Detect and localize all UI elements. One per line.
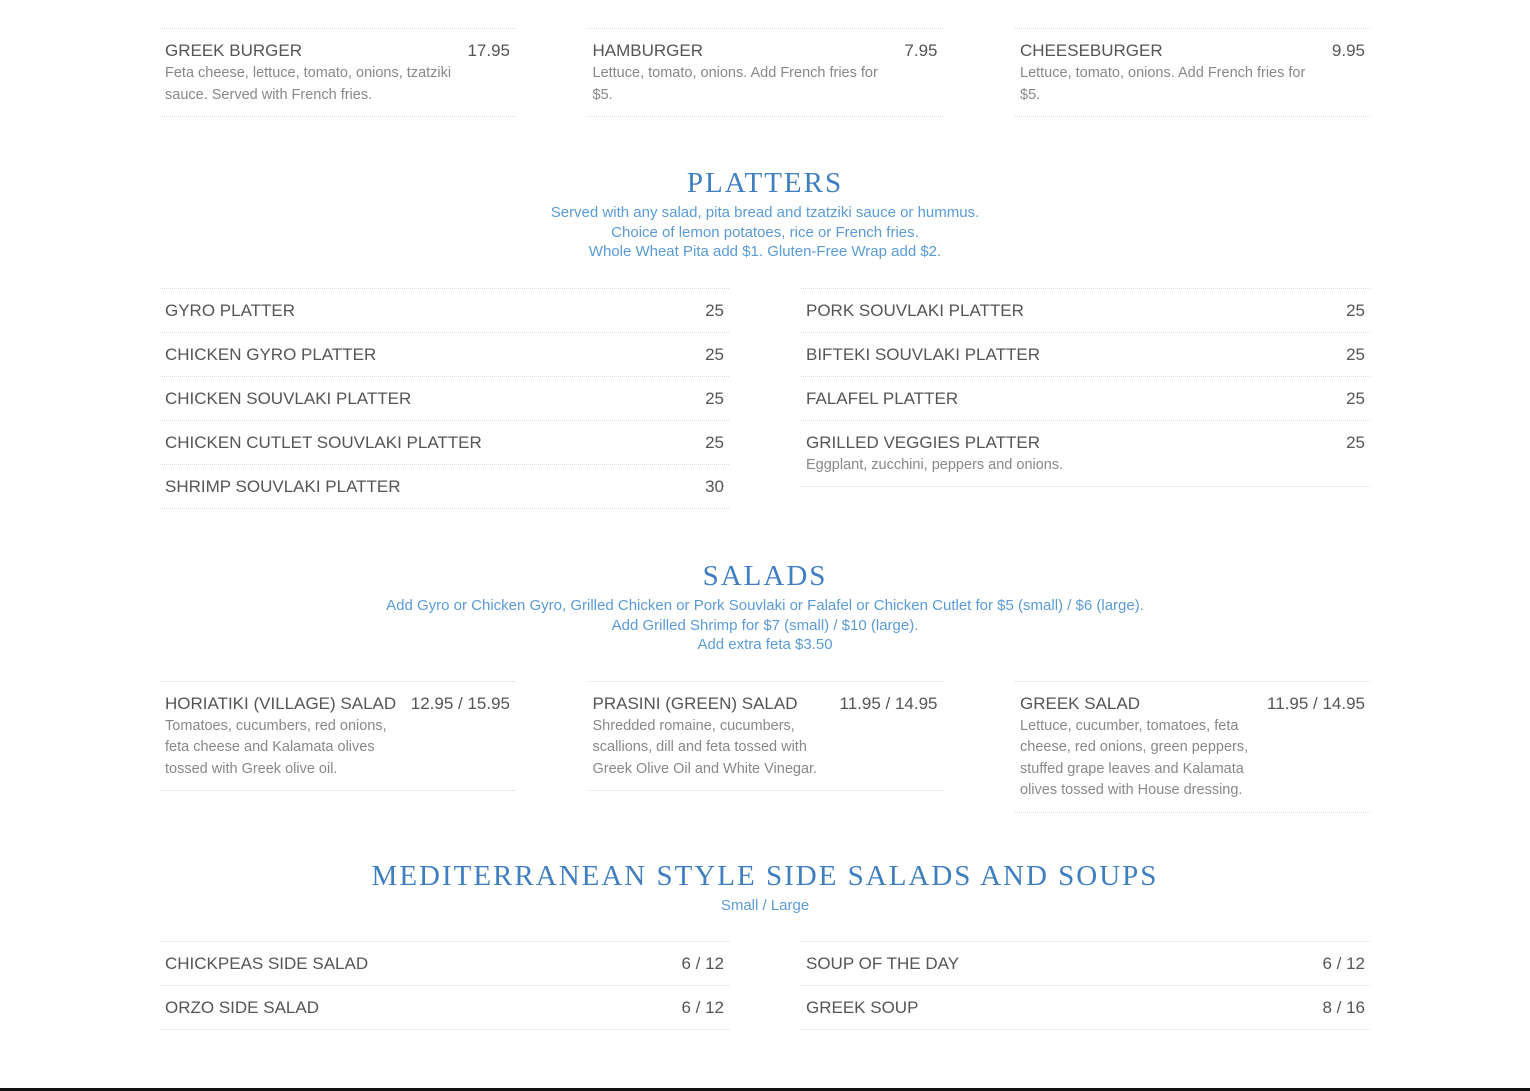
item-name: PRASINI (GREEN) SALAD (592, 693, 798, 713)
section-note: Add Gyro or Chicken Gyro, Grilled Chicken or Pork Souvlaki or Falafel or Chicken Cutlet for $5 (small) / $6 (large). (386, 597, 1144, 614)
item-name: PORK SOUVLAKI PLATTER (806, 300, 1024, 320)
salads-section (160, 559, 1370, 813)
item-description: Lettuce, tomato, onions. Add French fries for $5. (592, 65, 878, 103)
item-name: BIFTEKI SOUVLAKI PLATTER (806, 344, 1040, 364)
item-name: SOUP OF THE DAY (806, 953, 960, 973)
item-price: 6 / 12 (681, 953, 724, 973)
item-price: 25 (705, 388, 724, 408)
section-notes (160, 596, 1370, 655)
menu-item (160, 941, 729, 985)
item-name: HAMBURGER (592, 41, 704, 60)
item-name: FALAFEL PLATTER (806, 388, 959, 408)
salad-column (588, 681, 943, 813)
menu-item (160, 288, 729, 332)
item-price: 12.95 / 15.95 (410, 693, 510, 713)
item-name: CHICKEN CUTLET SOUVLAKI PLATTER (165, 432, 482, 452)
item-price: 25 (705, 300, 724, 320)
item-name: GREEK SALAD (1020, 693, 1140, 713)
menu-item (801, 420, 1370, 488)
item-price: 25 (705, 432, 724, 452)
menu-item (1015, 681, 1370, 813)
item-description: Feta cheese, lettuce, tomato, onions, tzatziki sauce. Served with French fries. (165, 65, 452, 103)
previous-section-heading-cut (160, 0, 1370, 8)
section-notes (160, 896, 1370, 916)
item-price: 9.95 (1331, 41, 1365, 60)
item-description: Eggplant, zucchini, peppers and onions. (806, 456, 1064, 473)
section-note: Small / Large (720, 897, 810, 914)
section-notes (160, 203, 1370, 262)
menu-item (160, 464, 729, 509)
salad-column (160, 681, 515, 813)
section-note: Add Grilled Shrimp for $7 (small) / $10 (large). (611, 616, 919, 634)
menu-item (801, 985, 1370, 1030)
item-name: SHRIMP SOUVLAKI PLATTER (165, 476, 401, 496)
menu-item (801, 941, 1370, 985)
item-name: GREEK BURGER (165, 41, 302, 60)
platters-grid (160, 288, 1370, 509)
sides-section (160, 859, 1370, 1030)
item-name: ORZO SIDE SALAD (165, 997, 319, 1017)
menu-item (160, 332, 729, 376)
item-price: 7.95 (904, 41, 938, 60)
item-price: 25 (1346, 344, 1365, 364)
item-price: 11.95 / 14.95 (839, 693, 938, 713)
burger-column (1015, 28, 1370, 117)
section-title: SALADS (702, 560, 828, 592)
menu-item (588, 681, 943, 792)
menu-item (1015, 28, 1370, 117)
sides-column-left (160, 941, 729, 1030)
item-price: 25 (1346, 388, 1365, 408)
menu-item (160, 681, 515, 792)
menu-item (160, 28, 515, 117)
item-price: 25 (705, 344, 724, 364)
salads-grid (160, 681, 1370, 813)
item-name: CHEESEBURGER (1020, 41, 1163, 60)
section-title: MEDITERRANEAN STYLE SIDE SALADS AND SOUPS (371, 860, 1159, 892)
burger-column (160, 28, 515, 117)
item-price: 6 / 12 (681, 997, 724, 1017)
item-name: CHICKEN GYRO PLATTER (165, 344, 377, 364)
item-name: GYRO PLATTER (165, 300, 296, 320)
item-name: GRILLED VEGGIES PLATTER (806, 432, 1040, 452)
item-name: CHICKEN SOUVLAKI PLATTER (165, 388, 412, 408)
section-note: Served with any salad, pita bread and tzatziki sauce or hummus. (550, 204, 980, 221)
platter-column-left (160, 288, 729, 509)
section-note: Whole Wheat Pita add $1. Gluten-Free Wrap add $2. (588, 243, 942, 260)
menu-item (801, 332, 1370, 376)
menu-item (160, 985, 729, 1030)
sides-grid (160, 941, 1370, 1030)
item-name: HORIATIKI (VILLAGE) SALAD (165, 693, 397, 713)
item-price: 25 (1346, 432, 1365, 452)
menu-item (801, 376, 1370, 420)
item-price: 17.95 (467, 41, 510, 60)
item-description: Lettuce, cucumber, tomatoes, feta cheese, red onions, green peppers, stuffed grape leaves and Kalamata olives tossed with House dressing. (1020, 717, 1249, 798)
item-price: 25 (1346, 300, 1365, 320)
burger-column (588, 28, 943, 117)
salad-column (1015, 681, 1370, 813)
platters-section (160, 166, 1370, 509)
item-price: 30 (705, 476, 724, 496)
menu-item (801, 288, 1370, 332)
item-price: 8 / 16 (1322, 997, 1365, 1017)
item-name: GREEK SOUP (806, 997, 919, 1017)
item-price: 6 / 12 (1322, 953, 1365, 973)
section-title: PLATTERS (686, 167, 844, 199)
section-note: Choice of lemon potatoes, rice or French fries. (611, 223, 919, 241)
item-description: Lettuce, tomato, onions. Add French fries for $5. (1020, 65, 1306, 103)
item-price: 11.95 / 14.95 (1267, 693, 1365, 713)
item-description: Shredded romaine, cucumbers, scallions, dill and feta tossed with Greek Olive Oil and White Vinegar. (592, 717, 818, 777)
menu-item (160, 376, 729, 420)
item-name: CHICKPEAS SIDE SALAD (165, 953, 369, 973)
platter-column-right (801, 288, 1370, 509)
section-note: Add extra feta $3.50 (697, 636, 833, 653)
menu-item (588, 28, 943, 117)
menu-item (160, 420, 729, 464)
burgers-grid (160, 28, 1370, 117)
sides-column-right (801, 941, 1370, 1030)
item-description: Tomatoes, cucumbers, red onions, feta cheese and Kalamata olives tossed with Greek olive oil. (165, 717, 387, 777)
